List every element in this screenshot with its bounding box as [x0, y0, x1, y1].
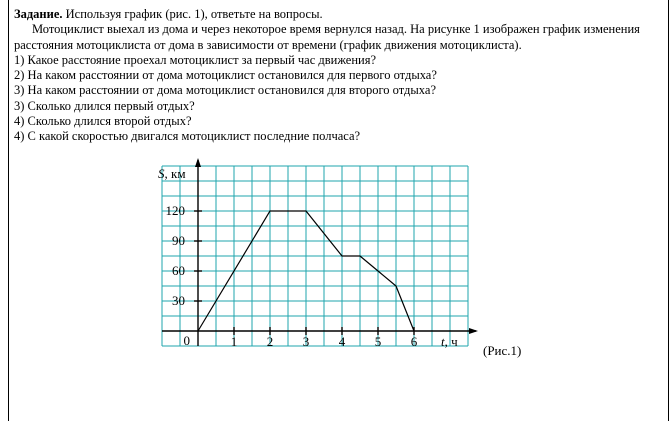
y-axis-title — [158, 166, 186, 181]
question-1: 1) Какое расстояние проехал мотоциклист за первый час движения? — [14, 52, 377, 67]
y-tick-label: 60 — [172, 263, 185, 278]
question-4: 3) Сколько длился первый отдых? — [14, 98, 195, 113]
x-tick-label: 5 — [374, 334, 382, 349]
question-2: 2) На каком расстоянии от дома мотоциклист остановился для первого отдыха? — [14, 68, 437, 83]
origin-label: 0 — [183, 333, 190, 348]
x-tick-label: 3 — [302, 334, 310, 349]
x-axis-unit: , ч — [444, 334, 458, 349]
x-axis-title — [441, 334, 458, 349]
x-tick-label: 4 — [338, 334, 346, 349]
y-tick-label: 90 — [172, 233, 185, 248]
task-heading: Задание. — [14, 7, 63, 21]
y-axis-unit: , км — [164, 166, 186, 181]
question-3: 3) На каком расстоянии от дома мотоциклист остановился для второго отдыха? — [14, 83, 436, 98]
y-axis-arrow — [195, 158, 201, 167]
x-tick-label: 1 — [230, 334, 238, 349]
task-paragraph: Мотоциклист выехал из дома и через некоторое время вернулся назад. На рисунке 1 изображен график изменения расстояния мотоциклиста от дома в зависимости от времени (график движения мотоциклиста). — [14, 22, 640, 52]
task-intro: Используя график (рис. 1), ответьте на вопросы. — [62, 7, 323, 21]
x-axis-arrow — [469, 328, 478, 334]
y-tick-label: 120 — [165, 203, 185, 218]
question-6: 4) С какой скоростью двигался мотоциклист последние полчаса? — [14, 129, 361, 144]
x-axis-variable: t — [441, 334, 445, 349]
figure-caption: (Рис.1) — [483, 343, 522, 358]
x-tick-label: 2 — [266, 334, 274, 349]
question-5: 4) Сколько длился второй отдых? — [14, 114, 192, 129]
x-tick-label: 6 — [410, 334, 418, 349]
y-axis-variable: S — [158, 166, 165, 181]
chart-grid — [162, 166, 468, 346]
y-tick-label: 30 — [172, 293, 185, 308]
chart-axes — [162, 158, 478, 346]
